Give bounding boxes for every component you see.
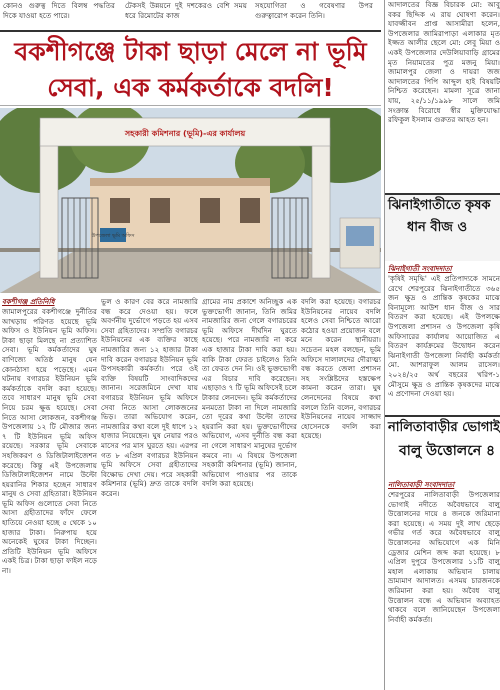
top-strip-col1: কোনও গুরুত্ব দিতে বিলম্ব পদ্ধতির দিকে যাওয়া হতে পারে। <box>3 1 115 20</box>
article-byline: বকশীগঞ্জ প্রতিনিধি <box>2 298 55 306</box>
nalitabari-text: শেরপুরের নালিতাবাড়ী উপজেলার ভোগাই নদীতে অবৈধভাবে বালু উত্তোলনের দায়ে ৪ জনকে জরিমানা করা হয়েছে। এ সময় দুই লাখ ছেড়ে গভীর গর্ত করে অবৈধভাবে বালু উত্তোলনের অভিযোগে এক মিনি ড্রেজার মেশিন জব্দ করা হয়েছে। ৮ এপ্রিল দুপুরে উপজেলার ১১টি বালু মহাল এলাকায় অভিযান চালায় ভ্রাম্যমাণ আদালত। এসময় চারজনকে জরিমানা করা হয়। অবৈধ বালু উত্তোলন বন্ধে এ অভিযান অব্যাহত থাকবে বলে জানিয়েছেন উপজেলা নির্বাহী কর্মকর্তা। <box>388 490 500 624</box>
nalitabari-headline-line2: বালু উত্তোলনে ৪ <box>399 443 496 459</box>
article-text-col1: জামালপুরের বকশীগঞ্জে দুর্নীতির আখড়ায় পরিণত হয়েছে ভূমি অফিস ও ইউনিয়ন ভূমি অফিস। টাকা ছাড়া মিলছে না প্রত্যাশিত সেবা। ভূমি কর্মকর্তাদের ঘুষ বাণিজ্যে অতিষ্ঠ মানুষ যেন কোনঠাসা হয়ে পড়েছে। এমন ঘটনায় বগারচর ইউনিয়ন ভূমি কর্মকর্তাকে বদলি করা হয়েছে। তবে সাধারণ মানুষ ভূমি সেবা নিয়ে চরম ক্ষুব্ধ হয়েছে। সেবা নিতে আসা লোকজন, বকশীগঞ্জ উপজেলায় ১২ টি মৌজার জন্য ৭ টি ইউনিয়ন ভূমি অফিস রয়েছে। সরকার ভূমি সেবাকে সহজিকরণ ও ডিজিটালাইজেশন করেছে। কিন্তু এই উপজেলায় ডিজিটালাইজেশন নামে উল্টো হয়রানির শিকার হচ্ছেন সাধারণ মানুষ ও সেবা গ্রহিতারা। ইউনিয়ন ভূমি অফিস গুলোতে সেবা নিতে আসা গ্রহীতাদের ফাঁদে ফেলে হাতিয়ে নেওয়া হচ্ছে ৫ থেকে ১০ হাজার টাকা। নিরুপায় হয়ে অনেকেই ঘুষের টাকা দিচ্ছেন। প্রতিটি ইউনিয়ন ভূমি অফিসে একই চিত্র। টাকা ছাড়া ফাইল নড়ে না। <box>2 307 97 576</box>
jhenaigati-headline-line1: ঝিনাইগাতীতে কৃষক <box>388 198 491 213</box>
article-text-col3: গ্রামের নাম প্রকাশে অনিচ্ছুক এক ভুক্তভোগী জানান, তিনি জমির নামজারির জন্য গেলে বগারচরের ভূমি অফিসে দীর্ঘদিন ঘুরতে হয়েছে। পরে নামজারি না করে এক হাজার টাকা দাবি করা হয়। বাকি টাকা ফেরত চাইলেও তিনি তা ফেরত দেন নি। ওই ভুক্তভোগী এর বিচার দাবি করেছেন। এছাড়াও ৭ টি ভূমি অফিসেই চলে টাকার লেনদেন। ভূমি কর্মকর্তাদের মনমতো টাকা না দিলে নামজারি তো দূরের কথা উল্টো তাদের হয়রানি করা হয়। ভুক্তভোগীদের অভিযোগ, এসব দুর্নীতি বন্ধ করা না গেলে সাধারণ মানুষের দুর্ভোগ কমবে না। এ বিষয়ে উপজেলা সহকারী কমিশনার (ভূমি) জানান, অভিযোগ পাওয়ার পর তাকে বদলি করা হয়েছে। <box>202 297 297 489</box>
land-office-gate-image <box>0 108 381 293</box>
jhenaigati-headline-line2: ধান বীজ ও <box>407 220 468 235</box>
office-sign-text: সহকারী কমিশনার (ভূমি)-এর কার্যালয় <box>124 129 246 138</box>
nalitabari-headline <box>385 415 500 477</box>
nalitabari-byline: নালিতাবাড়ী সংবাদদাতা <box>388 481 455 489</box>
nalitabari-article <box>388 480 500 688</box>
article-text-col2: ভুল ও কারণ বের করে নামজারি বন্ধ করে দেওয়া হয়। ফলে অবর্ণনীয় দুর্ভোগে পড়তে হয় এসব সেবা গ্রহিতাদের। সম্প্রতি বগারচর ইউনিয়নের এক ব্যক্তির কাছে নামজারির জন্য ১২ হাজার টাকা দাবি করেন বগারচর ইউনিয়ন ভূমি উপসহকারী কর্মকর্তা। পরে ওই ব্যক্তি বিষয়টি সাংবাদিকদের জানান। সরেজমিনে দেখা যায় বগারচর ইউনিয়ন ভূমি অফিসে সেবা নিতে আসা লোকজনের ভিড়। তারা অভিযোগ করেন, নামজারির কথা বলে দুই ধাপে ১২ হাজার নিয়েছেন। ঘুষ নেয়ার পরও মাসের পর মাস ঘুরতে হয়। এরপর গত ৮ এপ্রিল বগারচর ইউনিয়ন ভূমি অফিসে সেবা গ্রহীতাদের বিক্ষোভ দেখা দেয়। পরে সহকারী কমিশনার (ভূমি) দ্রুত তাকে বদলি করেন। <box>101 297 198 498</box>
right-top-text: আদালতের বিজ্ঞ বিচারক মো: আবু বকর ছিদ্দিক এ রায় ঘোষণা করেন। যাবজ্জীবন প্রাপ্ত আসামীরা হলেন, উপজেলার জামিরাপাড়া এলাকার মৃত ইজ্জত আলীর ছেলে মো: লেবু মিয়া ও একই উপজেলার দেউলিয়াবাড়ি গ্রামের মৃত নিয়ামতের পুত্র মজনু মিয়া। জামালপুর জেলা ও দায়রা জজ আদালতের পিপি আব্দুল হাই বিষয়টি নিশ্চিত করেছেন। মামলা সূত্রে জানা যায়, ২৫/১১/১৯৯৮ সালে জমি সংক্রান্ত বিরোধে স্বীর মুক্তিযোদ্ধা রফিকুল ইসলাম গুরুতর আহত হন। <box>388 0 500 125</box>
jhenaigati-text: 'কৃষিই সমৃদ্ধি' এই প্রতিপাদ্যকে সামনে রেখে শেরপুরের ঝিনাইগাতীতে ৩৬৫ জন ক্ষুদ্র ও প্রান্তিক কৃষকের মাঝে বিনামূল্যে আউশ ধান বীজ ও সার বিতরণ করা হয়েছে। এই উপলক্ষে উপজেলা প্রশাসন ও উপজেলা কৃষি অফিসারের কার্যালয় আয়োজিত এ বিতরণ কার্যক্রমের উদ্বোধন করেন ঝিনাইগাতী উপজেলা নির্বাহী কর্মকর্তা মো. আশরাফুল আলম রাসেল। ২০২৪/২৫ অর্থ বছরের খরিপ-১ মৌসুমে ক্ষুদ্র ও প্রান্তিক কৃষকদের মাঝে এ প্রণোদনা দেওয়া হয়। <box>388 274 500 399</box>
jhenaigati-byline: ঝিনাইগাতী সংবাদদাতা <box>388 265 452 273</box>
right-column <box>384 0 500 690</box>
article-text-col4: বদলি করা হয়েছে। বগারচর ইউনিয়নের নায়েব বদলি হলেও সেবা নিশ্চিতে আরো কঠোর হওয়া প্রয়োজন বলে মনে করেন স্থানীয়রা। সচেতন মহল বলছেন, ভূমি অফিসে দালালদের দৌরাত্ম্য বন্ধ করতে জেলা প্রশাসন সহ সংশ্লিষ্টদের হস্তক্ষেপ কামনা করেন তারা। ঘুষ লেনদেনের বিষয়ে কথা বললে তিনি বলেন, বগারচর ইউনিয়নের নায়েব সাজ্জাদ হোসেনকে বদলি করা হয়েছে। <box>301 297 381 441</box>
news-photo <box>0 108 381 293</box>
headline-line1: বকশীগঞ্জে টাকা ছাড়া মেলে না ভূমি <box>14 37 367 66</box>
top-strip-col3: সহযোগিতা ও গবেষণার উপর গুরুত্বারোপ করেন তিনি। <box>255 1 373 20</box>
nalitabari-headline-line1: নালিতাবাড়ীর ভোগাই <box>388 420 500 435</box>
jhenaigati-headline <box>385 193 500 261</box>
main-headline <box>0 30 381 106</box>
plaque-text: উপজেলা ভূমি অফিস <box>91 233 135 239</box>
article-col1 <box>2 297 97 690</box>
top-strip-col2: টেকসই উন্নয়নে দুই দশকেরও বেশি সময় ধরে রিমোটের কাজ <box>125 1 247 20</box>
headline-line2: সেবা, এক কর্মকর্তাকে বদলি! <box>47 73 334 102</box>
jhenaigati-article <box>388 264 500 412</box>
